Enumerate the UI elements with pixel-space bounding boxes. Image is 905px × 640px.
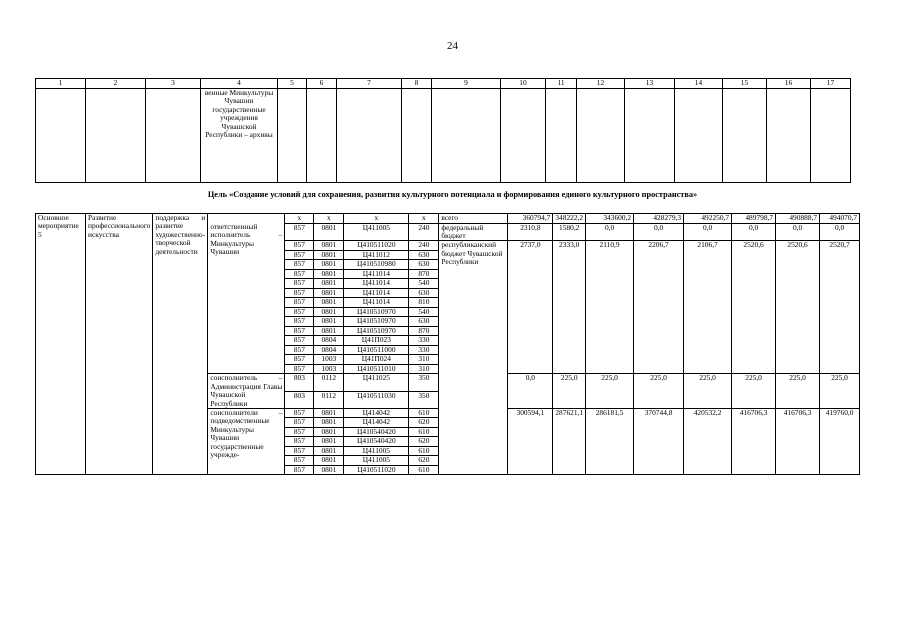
code-cell: 240 bbox=[409, 241, 439, 251]
code-cell: 310 bbox=[409, 364, 439, 374]
value-cell: 2106,7 bbox=[684, 241, 732, 374]
value-cell: 2520,7 bbox=[820, 241, 860, 374]
code-cell: Ц410540420 bbox=[344, 427, 409, 437]
code-cell: 857 bbox=[285, 317, 314, 327]
value-cell: 416706,3 bbox=[776, 408, 820, 475]
code-cell: 810 bbox=[409, 298, 439, 308]
source-cell: всего bbox=[439, 214, 508, 224]
code-cell: 857 bbox=[285, 250, 314, 260]
code-cell: 0801 bbox=[314, 241, 344, 251]
value-cell: 0,0 bbox=[776, 223, 820, 241]
code-cell: 0804 bbox=[314, 345, 344, 355]
column-number: 11 bbox=[546, 79, 577, 89]
code-cell: Ц410511020 bbox=[344, 241, 409, 251]
value-cell: 489798,7 bbox=[732, 214, 776, 224]
column-number: 10 bbox=[501, 79, 546, 89]
value-cell: 286181,5 bbox=[586, 408, 634, 475]
code-cell: Ц41П023 bbox=[344, 336, 409, 346]
code-cell: 0801 bbox=[314, 307, 344, 317]
code-cell: 857 bbox=[285, 336, 314, 346]
code-cell: Ц411014 bbox=[344, 269, 409, 279]
code-cell: 0801 bbox=[314, 288, 344, 298]
code-cell: 540 bbox=[409, 307, 439, 317]
column-number: 8 bbox=[402, 79, 432, 89]
value-cell: 2333,0 bbox=[553, 241, 586, 374]
value-cell: 225,0 bbox=[553, 374, 586, 409]
value-cell: 2520,6 bbox=[732, 241, 776, 374]
measure-name-cell: Развитие профессионального искусства bbox=[86, 214, 153, 475]
value-cell: 225,0 bbox=[776, 374, 820, 409]
executor-cell: соисполнители – подведомственные Минкультуры Чувашии государственные учрежде- bbox=[208, 408, 285, 475]
value-cell: 300594,1 bbox=[508, 408, 553, 475]
code-cell: Ц410511010 bbox=[344, 364, 409, 374]
code-cell: 857 bbox=[285, 279, 314, 289]
code-cell: 0801 bbox=[314, 418, 344, 428]
source-cell: республиканский бюджет Чувашской Республики bbox=[439, 241, 508, 475]
column-number: 17 bbox=[811, 79, 851, 89]
code-cell: 330 bbox=[409, 336, 439, 346]
column-number: 1 bbox=[36, 79, 86, 89]
table-row bbox=[36, 214, 860, 224]
code-cell: 857 bbox=[285, 288, 314, 298]
column-number: 2 bbox=[86, 79, 146, 89]
code-cell: 803 bbox=[285, 391, 314, 408]
code-cell: 630 bbox=[409, 250, 439, 260]
code-cell: 857 bbox=[285, 456, 314, 466]
value-cell: 287621,1 bbox=[553, 408, 586, 475]
code-cell: Ц410510970 bbox=[344, 317, 409, 327]
measure-type-cell: Основное мероприятие 5 bbox=[36, 214, 86, 475]
code-cell: 350 bbox=[409, 374, 439, 391]
code-cell: 857 bbox=[285, 408, 314, 418]
header-table bbox=[35, 78, 851, 183]
value-cell: 2110,9 bbox=[586, 241, 634, 374]
code-cell: Ц411014 bbox=[344, 279, 409, 289]
code-cell: 620 bbox=[409, 418, 439, 428]
code-cell: 0801 bbox=[314, 408, 344, 418]
value-cell: 225,0 bbox=[634, 374, 684, 409]
value-cell: 494070,7 bbox=[820, 214, 860, 224]
column-number: 15 bbox=[723, 79, 767, 89]
code-cell: Ц411005 bbox=[344, 223, 409, 241]
code-cell: 540 bbox=[409, 279, 439, 289]
code-cell: 857 bbox=[285, 269, 314, 279]
code-cell: 857 bbox=[285, 326, 314, 336]
code-cell: Ц414042 bbox=[344, 408, 409, 418]
code-cell: 857 bbox=[285, 345, 314, 355]
column-number: 5 bbox=[278, 79, 307, 89]
code-cell: x bbox=[409, 214, 439, 224]
code-cell: 0801 bbox=[314, 260, 344, 270]
code-cell: 0801 bbox=[314, 465, 344, 475]
code-cell: 857 bbox=[285, 446, 314, 456]
code-cell: 0804 bbox=[314, 336, 344, 346]
column-number: 14 bbox=[675, 79, 723, 89]
code-cell: Ц410540420 bbox=[344, 437, 409, 447]
code-cell: 870 bbox=[409, 326, 439, 336]
column-number: 16 bbox=[767, 79, 811, 89]
code-cell: 0801 bbox=[314, 326, 344, 336]
code-cell: 803 bbox=[285, 374, 314, 391]
value-cell: 428279,3 bbox=[634, 214, 684, 224]
value-cell: 0,0 bbox=[820, 223, 860, 241]
code-cell: 620 bbox=[409, 437, 439, 447]
code-cell: Ц410510970 bbox=[344, 326, 409, 336]
code-cell: Ц411025 bbox=[344, 374, 409, 391]
column-number: 13 bbox=[625, 79, 675, 89]
column-number: 12 bbox=[577, 79, 625, 89]
goal-heading: Цель «Создание условий для сохранения, развития культурного потенциала и формирования единого культурного пространства» bbox=[207, 190, 698, 199]
code-cell: Ц410511000 bbox=[344, 345, 409, 355]
code-cell: 0801 bbox=[314, 446, 344, 456]
code-cell: 857 bbox=[285, 260, 314, 270]
value-cell: 0,0 bbox=[732, 223, 776, 241]
continuation-row bbox=[36, 89, 851, 183]
code-cell: 610 bbox=[409, 408, 439, 418]
value-cell: 416706,3 bbox=[732, 408, 776, 475]
value-cell: 225,0 bbox=[732, 374, 776, 409]
code-cell: 1003 bbox=[314, 355, 344, 365]
value-cell: 2737,0 bbox=[508, 241, 553, 374]
code-cell: 0801 bbox=[314, 317, 344, 327]
task-cell: поддержка и развитие художественно-творческой деятельности bbox=[153, 214, 208, 475]
code-cell: Ц411012 bbox=[344, 250, 409, 260]
code-cell: 0112 bbox=[314, 374, 344, 391]
code-cell: Ц410510980 bbox=[344, 260, 409, 270]
code-cell: Ц411005 bbox=[344, 456, 409, 466]
code-cell: 857 bbox=[285, 437, 314, 447]
code-cell: x bbox=[314, 214, 344, 224]
value-cell: 490888,7 bbox=[776, 214, 820, 224]
value-cell: 420532,2 bbox=[684, 408, 732, 475]
code-cell: x bbox=[285, 214, 314, 224]
code-cell: 0801 bbox=[314, 298, 344, 308]
column-number: 3 bbox=[146, 79, 201, 89]
code-cell: Ц411014 bbox=[344, 288, 409, 298]
code-cell: 630 bbox=[409, 317, 439, 327]
value-cell: 0,0 bbox=[634, 223, 684, 241]
value-cell: 343600,2 bbox=[586, 214, 634, 224]
code-cell: 630 bbox=[409, 288, 439, 298]
value-cell: 1580,2 bbox=[553, 223, 586, 241]
column-number: 6 bbox=[307, 79, 337, 89]
code-cell: Ц411014 bbox=[344, 298, 409, 308]
code-cell: Ц410510970 bbox=[344, 307, 409, 317]
code-cell: Ц41П024 bbox=[344, 355, 409, 365]
code-cell: 857 bbox=[285, 355, 314, 365]
code-cell: 0801 bbox=[314, 456, 344, 466]
value-cell: 419760,0 bbox=[820, 408, 860, 475]
value-cell: 225,0 bbox=[820, 374, 860, 409]
code-cell: 330 bbox=[409, 345, 439, 355]
value-cell: 225,0 bbox=[684, 374, 732, 409]
column-number: 4 bbox=[201, 79, 278, 89]
source-cell: федеральный бюджет bbox=[439, 223, 508, 241]
code-cell: 870 bbox=[409, 269, 439, 279]
code-cell: Ц411005 bbox=[344, 446, 409, 456]
value-cell: 2206,7 bbox=[634, 241, 684, 374]
continuation-executor-cell: венные Минкультуры Чувашии государственные учреждения Чувашской Республики – архивы bbox=[201, 89, 278, 183]
value-cell: 0,0 bbox=[508, 374, 553, 409]
code-cell: 350 bbox=[409, 391, 439, 408]
value-cell: 225,0 bbox=[586, 374, 634, 409]
value-cell: 2520,6 bbox=[776, 241, 820, 374]
code-cell: 857 bbox=[285, 307, 314, 317]
code-cell: 857 bbox=[285, 427, 314, 437]
code-cell: 0801 bbox=[314, 279, 344, 289]
code-cell: Ц414042 bbox=[344, 418, 409, 428]
value-cell: 360794,7 bbox=[508, 214, 553, 224]
code-cell: 857 bbox=[285, 241, 314, 251]
code-cell: 610 bbox=[409, 465, 439, 475]
code-cell: 630 bbox=[409, 260, 439, 270]
executor-cell: ответственный исполнитель – Минкультуры Чувашии bbox=[208, 223, 285, 374]
code-cell: 0801 bbox=[314, 437, 344, 447]
code-cell: 0801 bbox=[314, 223, 344, 241]
code-cell: x bbox=[344, 214, 409, 224]
program-table bbox=[35, 213, 860, 475]
code-cell: 240 bbox=[409, 223, 439, 241]
value-cell: 492250,7 bbox=[684, 214, 732, 224]
column-number-row bbox=[36, 79, 851, 89]
code-cell: Ц410511030 bbox=[344, 391, 409, 408]
code-cell: 610 bbox=[409, 427, 439, 437]
code-cell: 0801 bbox=[314, 427, 344, 437]
code-cell: 0801 bbox=[314, 250, 344, 260]
code-cell: 857 bbox=[285, 364, 314, 374]
code-cell: 0112 bbox=[314, 391, 344, 408]
code-cell: 1003 bbox=[314, 364, 344, 374]
code-cell: 857 bbox=[285, 298, 314, 308]
value-cell: 2310,8 bbox=[508, 223, 553, 241]
code-cell: 0801 bbox=[314, 269, 344, 279]
column-number: 7 bbox=[337, 79, 402, 89]
code-cell: 857 bbox=[285, 418, 314, 428]
value-cell: 0,0 bbox=[684, 223, 732, 241]
value-cell: 0,0 bbox=[586, 223, 634, 241]
code-cell: Ц410511020 bbox=[344, 465, 409, 475]
executor-cell bbox=[208, 214, 285, 224]
code-cell: 610 bbox=[409, 446, 439, 456]
code-cell: 857 bbox=[285, 223, 314, 241]
code-cell: 857 bbox=[285, 465, 314, 475]
code-cell: 310 bbox=[409, 355, 439, 365]
value-cell: 348222,2 bbox=[553, 214, 586, 224]
executor-cell: соисполнитель – Администрация Главы Чувашской Республики bbox=[208, 374, 285, 409]
page-number: 24 bbox=[447, 40, 458, 52]
code-cell: 620 bbox=[409, 456, 439, 466]
column-number: 9 bbox=[432, 79, 501, 89]
value-cell: 370744,8 bbox=[634, 408, 684, 475]
